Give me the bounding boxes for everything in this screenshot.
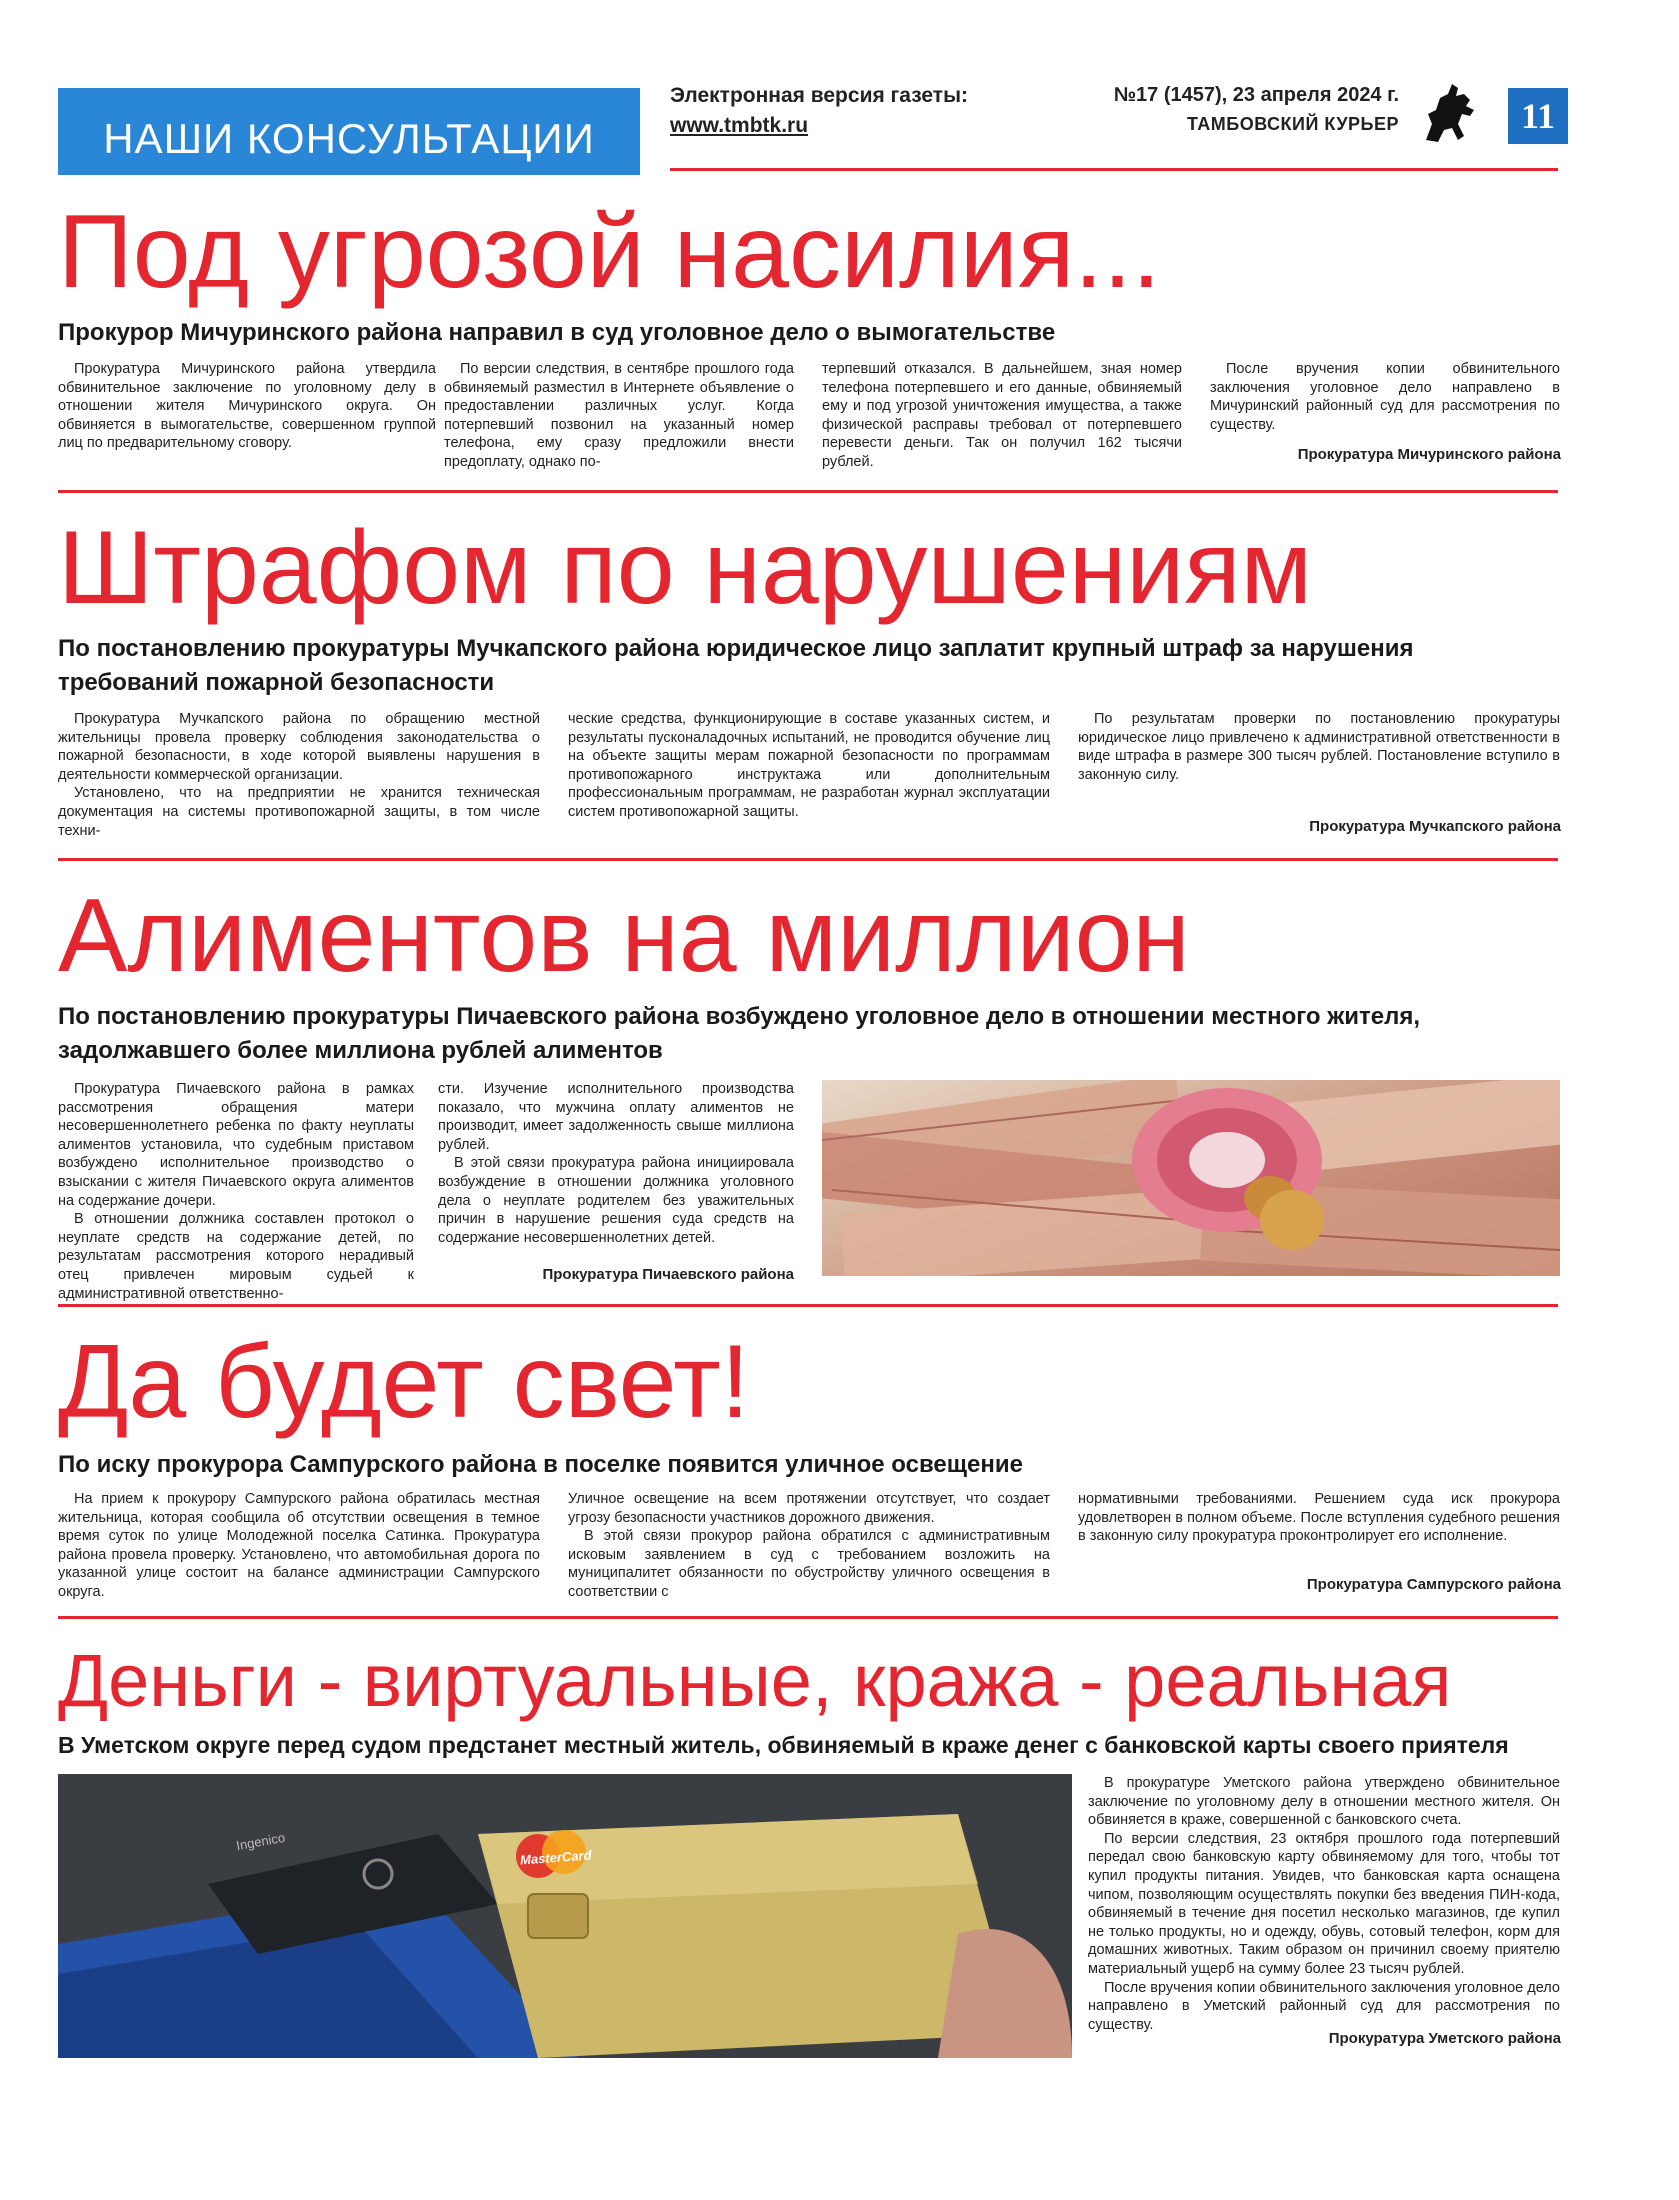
terminal-brand-label: Ingenico bbox=[235, 1829, 287, 1854]
article-column: Прокуратура Пичаевского района в рамках рассмотрения обращения матери несовершеннолетнего ребенка по факту неуплаты алиментов установила, что судебным приставом возбуждено исполнительное производство о взыскании с жителя Пичаевского округа алиментов на содержание дочери. В отношении должника составлен протокол о неуплате средств на содержание детей, по результатам рассмотрения которого нерадивый отец привлечен мировым судьей к административной ответственно- bbox=[58, 1081, 414, 1302]
article-column: сти. Изучение исполнительного производства показало, что мужчина оплату алиментов не производит, имеет задолженность свыше миллиона рублей. В этой связи прокуратура района инициировала возбуждение в отношении должника уголовного дела о неуплате родителем без уважительных причин в нарушение решения суда средств на содержание несовершеннолетних детей. bbox=[438, 1081, 794, 1246]
article-column: Прокуратура Мичуринского района утвердила обвинительное заключение по уголовному делу в отношении жителя Мичуринского округа. Он обвиняется в вымогательстве, совершенном группой лиц по предварительному сговору. bbox=[58, 361, 436, 452]
article-signature: Прокуратура Мичуринского района bbox=[1297, 446, 1561, 463]
horse-rider-logo-icon bbox=[1418, 80, 1480, 148]
article-subhead: По постановлению прокуратуры Мучкапского района юридическое лицо заплатит крупный штраф за нарушения требований пожарной безопасности bbox=[58, 635, 1414, 696]
card-terminal-photo bbox=[58, 1774, 1072, 2058]
header-divider bbox=[670, 168, 1558, 171]
article-divider bbox=[58, 1304, 1558, 1307]
banknotes-pacifier-photo bbox=[822, 1080, 1560, 1276]
article-divider bbox=[58, 490, 1558, 493]
article-signature: Прокуратура Сампурского района bbox=[1306, 1576, 1561, 1593]
article-column: В прокуратуре Уметского района утверждено обвинительное заключение по уголовному делу в отношении местного жителя. Он обвиняется в краже, совершенной с банковского счета. По версии следствия, 23 октября прошлого года потерпевший передал свою банковскую карту обвиняемому для того, чтобы тот купил продукты питания. Увидев, что банковская карта оснащена чипом, позволяющим осуществлять покупки без введения ПИН-кода, обвиняемый в течение дня посетил несколько магазинов, где купил не только продукты, но и одежду, обувь, сотовый телефон, корм для домашних животных. Таким образом он причинил своему приятелю материальный ущерб на сумму более 23 тысяч рублей. После вручения копии обвинительного заключения уголовное дело направлено в Уметский районный суд для рассмотрения по существу. bbox=[1088, 1775, 1560, 2033]
banknotes-with-pacifier-icon bbox=[822, 1080, 1560, 1276]
article-column: нормативными требованиями. Решением суда иск прокурора удовлетворен в полном объеме. После вступления судебного решения в законную силу прокуратура проконтролирует его исполнение. bbox=[1078, 1491, 1560, 1545]
article-headline: Алиментов на миллион bbox=[58, 878, 1190, 994]
article-subhead: По постановлению прокуратуры Пичаевского района возбуждено уголовное дело в отношении местного жителя, задолжавшего более миллиона рублей алиментов bbox=[58, 1003, 1421, 1064]
site-link[interactable]: www.tmbtk.ru bbox=[670, 114, 809, 137]
bank-card-on-terminal-icon bbox=[58, 1774, 1072, 2058]
article-headline: Деньги - виртуальные, кража - реальная bbox=[58, 1639, 1452, 1722]
article-subhead: Прокурор Мичуринского района направил в суд уголовное дело о вымогательстве bbox=[58, 319, 1056, 346]
page-number: 11 bbox=[1508, 88, 1568, 144]
article-column: терпевший отказался. В дальнейшем, зная номер телефона потерпевшего и его данные, обвиняемый ему и под угрозой уничтожения имущества, а также физической расправы требовал от потерпевшего перевести деньги. Так он получил 162 тысячи рублей. bbox=[822, 361, 1182, 470]
article-divider bbox=[58, 858, 1558, 861]
article-column: Прокуратура Мучкапского района по обращению местной жительницы провела проверку соблюдения законодательства о пожарной безопасности, в ходе которой выявлены нарушения в деятельности коммерческой организации. Установлено, что на предприятии не хранится техническая документация на системы противопожарной защиты, в том числе техни- bbox=[58, 711, 540, 839]
article-subhead: В Уметском округе перед судом предстанет местный житель, обвиняемый в краже денег с банковской карты своего приятеля bbox=[58, 1732, 1509, 1758]
article-headline: Штрафом по нарушениям bbox=[58, 510, 1313, 626]
article-column: ческие средства, функционирующие в составе указанных систем, и результаты пусконаладочных испытаний, не проводится обучение лиц на объекте защиты мерам пожарной безопасности по программам противопожарного инструктажа или дополнительным профессиональным программам, не разработан журнал эксплуатации систем противопожарной защиты. bbox=[568, 711, 1050, 820]
article-headline: Под угрозой насилия... bbox=[58, 194, 1161, 310]
article-column: После вручения копии обвинительного заключения уголовное дело направлено в Мичуринский районный суд для рассмотрения по существу. bbox=[1210, 361, 1560, 433]
newspaper-name: ТАМБОВСКИЙ КУРЬЕР bbox=[1186, 114, 1399, 134]
article-signature: Прокуратура Мучкапского района bbox=[1309, 818, 1561, 835]
article-column: По версии следствия, в сентябре прошлого года обвиняемый разместил в Интернете объявление о предоставлении различных услуг. Когда потерпевший позвонил на указанный номер телефона, ему сразу предложили внести предоплату, однако по- bbox=[444, 361, 794, 470]
article-subhead: По иску прокурора Сампурского района в поселке появится уличное освещение bbox=[58, 1451, 1023, 1478]
article-column: По результатам проверки по постановлению прокуратуры юридическое лицо привлечено к административной ответственности в виде штрафа в размере 300 тысяч рублей. Постановление вступило в законную силу. bbox=[1078, 711, 1560, 783]
card-brand-label: MasterCard bbox=[519, 1847, 592, 1868]
article-column: Уличное освещение на всем протяжении отсутствует, что создает угрозу безопасности участников дорожного движения. В этой связи прокурор района обратился с административным исковым заявлением в суд с требованием возложить на муниципалитет обязанности по обустройству уличного освещения в соответствии с bbox=[568, 1491, 1050, 1600]
section-tag: НАШИ КОНСУЛЬТАЦИИ bbox=[58, 88, 640, 175]
electronic-version-label: Электронная версия газеты: bbox=[670, 84, 969, 107]
article-divider bbox=[58, 1616, 1558, 1619]
article-signature: Прокуратура Уметского района bbox=[1328, 2030, 1561, 2047]
issue-info: №17 (1457), 23 апреля 2024 г. bbox=[1113, 84, 1399, 106]
article-signature: Прокуратура Пичаевского района bbox=[542, 1266, 794, 1283]
article-headline: Да будет свет! bbox=[58, 1324, 750, 1440]
article-column: На прием к прокурору Сампурского района обратилась местная жительница, которая сообщила об отсутствии освещения в темное время суток по улице Молодежной поселка Сатинка. Прокуратура района провела проверку. Установлено, что автомобильная дорога по указанной улице состоит на балансе администрации Сампурского округа. bbox=[58, 1491, 540, 1600]
